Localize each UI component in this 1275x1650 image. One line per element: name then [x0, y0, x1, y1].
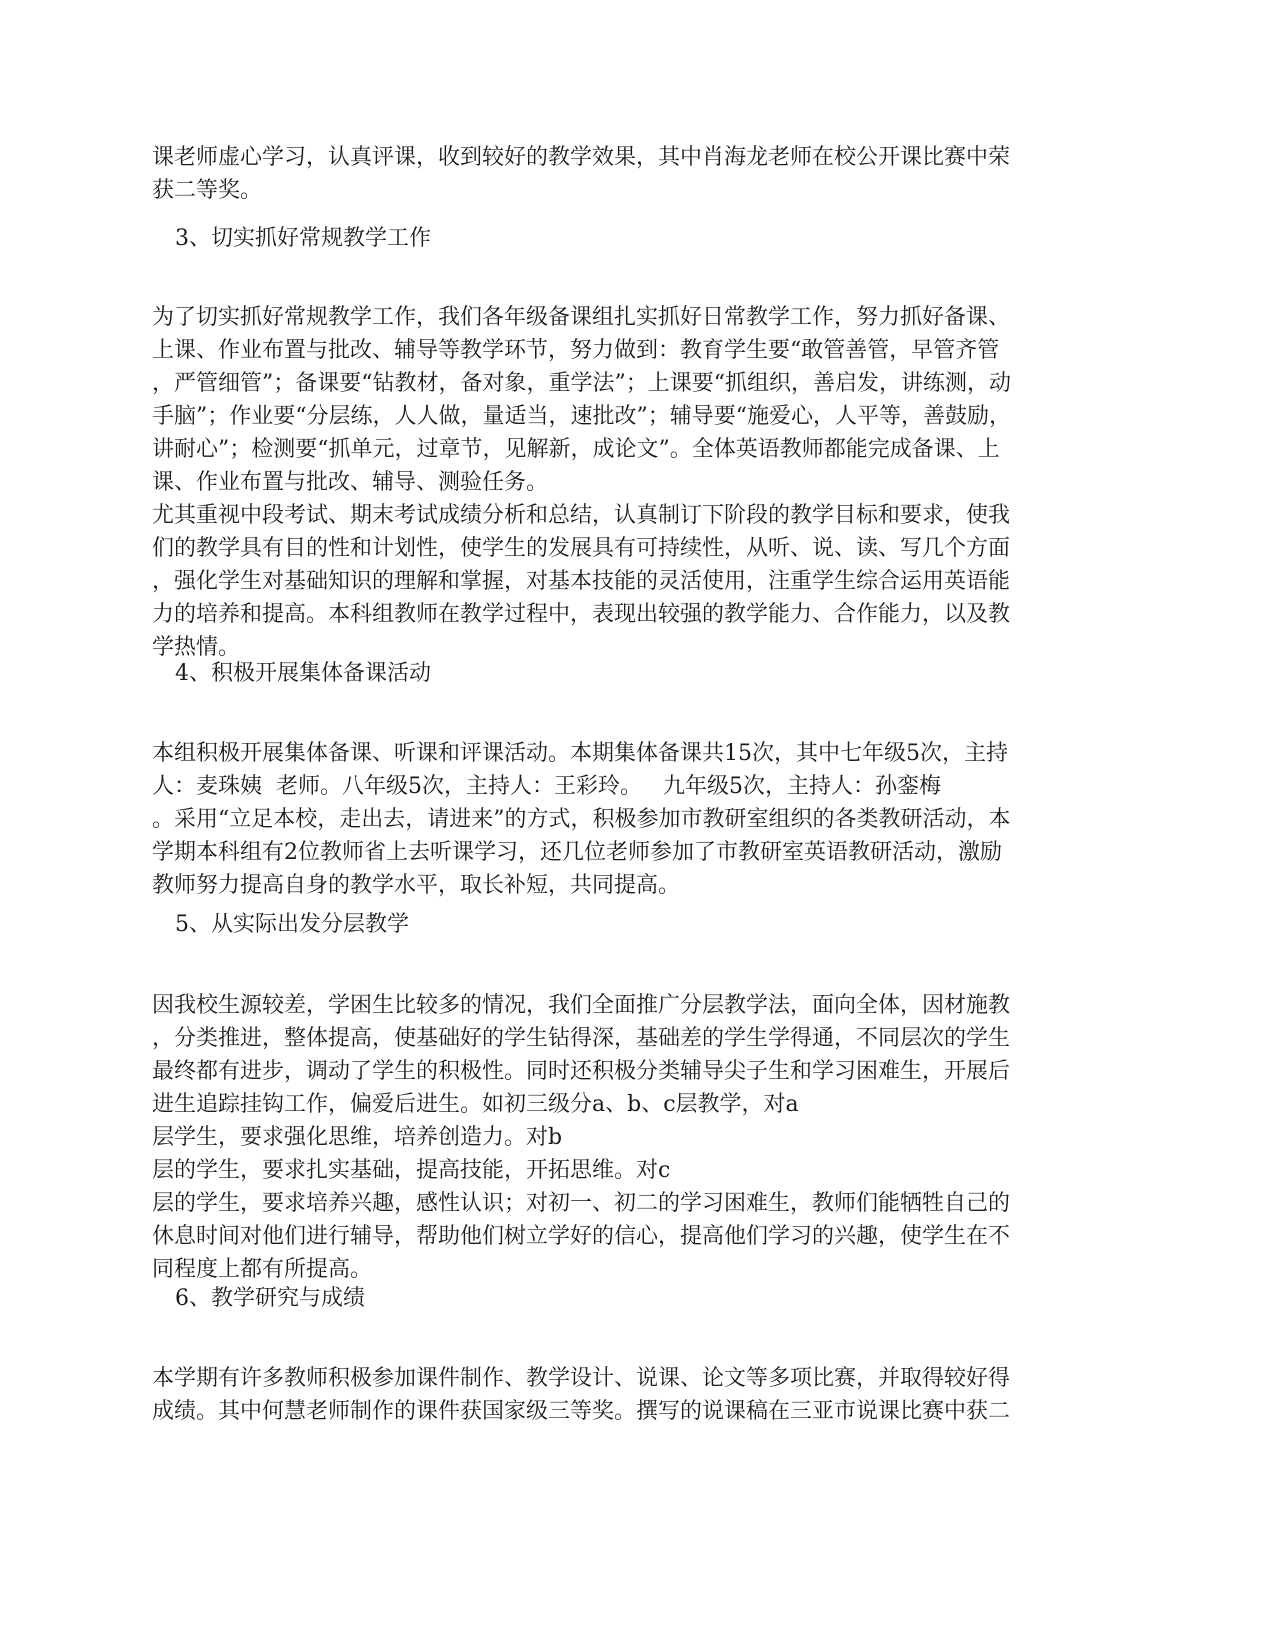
text-line: 教师努力提高自身的教学水平，取长补短，共同提高。	[152, 873, 681, 898]
text-line: 学期本科组有2位教师省上去听课学习，还几位老师参加了市教研室英语教研活动，激励	[152, 840, 1002, 865]
section-heading	[175, 657, 1151, 690]
text-line: 课、作业布置与批改、辅导、测验任务。	[152, 470, 549, 495]
text-line: 们的教学具有目的性和计划性，使学生的发展具有可持续性，从听、说、读、写几个方面	[152, 536, 1011, 561]
heading-text: 6、教学研究与成绩	[175, 1286, 365, 1311]
text-line: 因我校生源较差，学困生比较多的情况，我们全面推广分层教学法，面向全体，因材施教	[152, 993, 1011, 1018]
text-line: 力的培养和提高。本科组教师在教学过程中，表现出较强的教学能力、合作能力，以及教	[152, 602, 1011, 627]
body-paragraph	[152, 1362, 1128, 1428]
text-line: 同程度上都有所提高。	[152, 1257, 373, 1282]
section-heading	[175, 222, 1151, 255]
section-heading	[175, 1282, 1151, 1315]
text-line: 休息时间对他们进行辅导，帮助他们树立学好的信心，提高他们学习的兴趣，使学生在不	[152, 1224, 1011, 1249]
body-paragraph	[152, 989, 1128, 1286]
text-line: 层的学生，要求扎实基础，提高技能，开拓思维。对c	[152, 1158, 671, 1183]
body-paragraph	[152, 141, 1128, 207]
text-line: 人：麦珠姨 老师。八年级5次，主持人：王彩玲。 九年级5次，主持人：孙銮梅	[152, 774, 941, 799]
text-line: 本学期有许多教师积极参加课件制作、教学设计、说课、论文等多项比赛，并取得较好得	[152, 1366, 1011, 1391]
text-line: ，强化学生对基础知识的理解和掌握，对基本技能的灵活使用，注重学生综合运用英语能	[152, 569, 1011, 594]
heading-text: 5、从实际出发分层教学	[175, 912, 409, 937]
text-line: ，严管细管”；备课要“钻教材，备对象，重学法”；上课要“抓组织，善启发，讲练测，动	[152, 371, 1011, 396]
text-line: 进生追踪挂钩工作，偏爱后进生。如初三级分a、b、c层教学，对a	[152, 1092, 799, 1117]
heading-text: 4、积极开展集体备课活动	[175, 661, 431, 686]
heading-text: 3、切实抓好常规教学工作	[175, 226, 431, 251]
text-line: 讲耐心”；检测要“抓单元，过章节，见解新，成论文”。全体英语教师都能完成备课、上	[152, 437, 1000, 462]
text-line: 层学生，要求强化思维，培养创造力。对b	[152, 1125, 563, 1150]
text-line: 上课、作业布置与批改、辅导等教学环节，努力做到：教育学生要“敢管善管，早管齐管	[152, 338, 1000, 363]
text-line: 手脑”；作业要“分层练，人人做，量适当，速批改”；辅导要“施爱心，人平等，善鼓励，	[152, 404, 1011, 429]
text-line: 为了切实抓好常规教学工作，我们各年级备课组扎实抓好日常教学工作，努力抓好备课、	[152, 305, 1011, 330]
text-line: 成绩。其中何慧老师制作的课件获国家级三等奖。撰写的说课稿在三亚市说课比赛中获二	[152, 1399, 1011, 1424]
text-line: 。采用“立足本校，走出去，请进来”的方式，积极参加市教研室组织的各类教研活动，本	[152, 807, 1011, 832]
text-line: ，分类推进，整体提高，使基础好的学生钻得深，基础差的学生学得通，不同层次的学生	[152, 1026, 1011, 1051]
text-line: 尤其重视中段考试、期末考试成绩分析和总结，认真制订下阶段的教学目标和要求，使我	[152, 503, 1011, 528]
text-line: 最终都有进步，调动了学生的积极性。同时还积极分类辅导尖子生和学习困难生，开展后	[152, 1059, 1011, 1084]
section-heading	[175, 908, 1151, 941]
text-line: 学热情。	[152, 635, 241, 660]
text-line: 本组积极开展集体备课、听课和评课活动。本期集体备课共15次，其中七年级5次，主持	[152, 741, 1008, 766]
text-line: 层的学生，要求培养兴趣，感性认识；对初一、初二的学习困难生，教师们能牺牲自己的	[152, 1191, 1011, 1216]
body-paragraph	[152, 301, 1128, 664]
body-paragraph	[152, 737, 1128, 902]
text-line: 获二等奖。	[152, 178, 263, 203]
text-line: 课老师虚心学习，认真评课，收到较好的教学效果，其中肖海龙老师在校公开课比赛中荣	[152, 145, 1011, 170]
